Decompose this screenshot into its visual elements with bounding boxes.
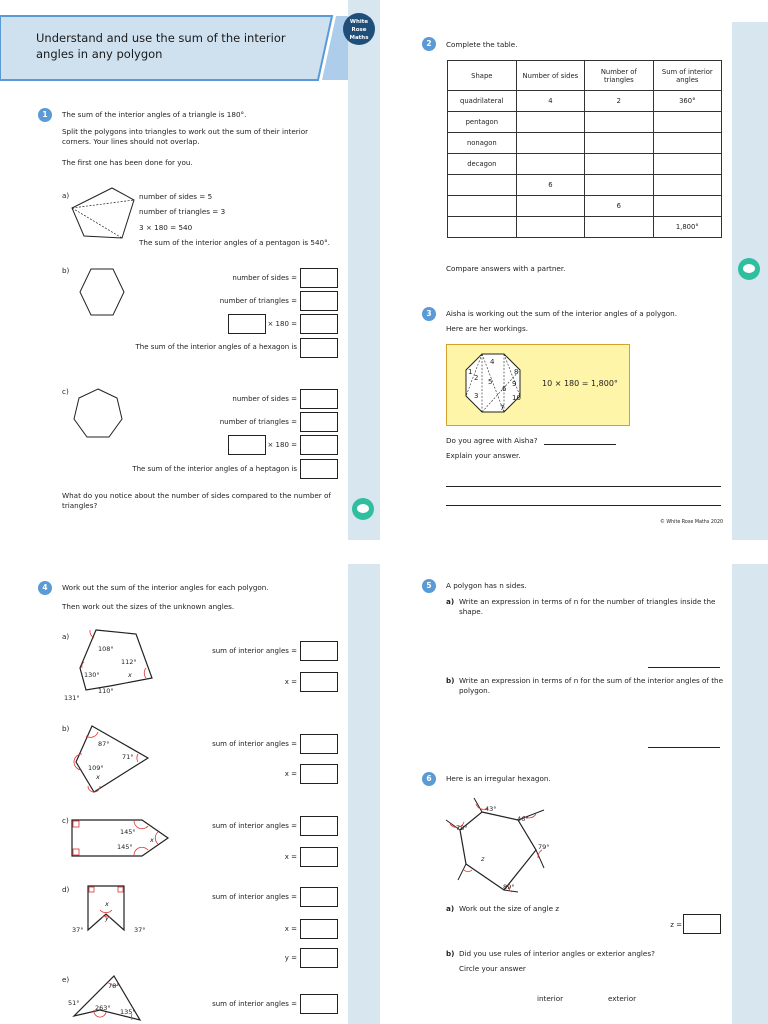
z-label: z = <box>670 921 682 929</box>
angle-label: 112° <box>121 658 137 666</box>
angle-label: 79° <box>538 843 550 851</box>
region-number: 6 <box>502 385 507 393</box>
angle-label: 37° <box>72 926 84 934</box>
q4c-sum-box[interactable] <box>300 816 338 836</box>
angle-label: 109° <box>88 764 104 772</box>
question-number-6: 6 <box>422 772 436 786</box>
q1c-multiplier-box[interactable] <box>228 435 266 455</box>
sum-label: sum of interior angles = <box>212 740 297 748</box>
q5a-answer-line[interactable] <box>648 667 720 668</box>
table-row <box>448 217 722 238</box>
q1a-sum: The sum of the interior angles of a pentagon is 540°. <box>139 238 330 247</box>
q5a-label: a) <box>446 597 455 606</box>
q1b-triangles-label: number of triangles = <box>219 297 297 305</box>
angle-label: 145° <box>120 828 136 836</box>
q1a-calc: 3 × 180 = 540 <box>139 223 193 232</box>
x-label: x = <box>284 770 297 778</box>
table-cell[interactable] <box>516 196 584 217</box>
table-cell[interactable] <box>585 154 653 175</box>
angle-label: 145° <box>117 843 133 851</box>
table-cell[interactable] <box>516 133 584 154</box>
x-label: x = <box>284 853 297 861</box>
q1b-multiplier-box[interactable] <box>228 314 266 334</box>
region-number: 5 <box>488 378 493 386</box>
table-cell[interactable] <box>585 133 653 154</box>
angle-label: 135° <box>120 1008 136 1016</box>
table-cell[interactable] <box>653 112 721 133</box>
angle-label: x <box>128 671 132 679</box>
angle-label: y <box>105 914 109 922</box>
table-cell: 2 <box>585 91 653 112</box>
option-exterior[interactable]: exterior <box>608 994 637 1003</box>
table-cell: decagon <box>448 154 517 175</box>
q1c-triangles-box[interactable] <box>300 412 338 432</box>
discussion-chat-icon <box>738 258 760 280</box>
angles-table <box>447 60 722 238</box>
q1b-times-label: × 180 = <box>267 320 297 328</box>
sum-label: sum of interior angles = <box>212 1000 297 1008</box>
q6-line-1: Here is an irregular hexagon. <box>446 774 551 783</box>
question-number-2: 2 <box>422 37 436 51</box>
q1c-times-label: × 180 = <box>267 441 297 449</box>
q5b-label: b) <box>446 676 455 685</box>
angle-label: 46° <box>517 815 529 823</box>
region-number: 9 <box>512 380 517 388</box>
q3-line-2: Here are her workings. <box>446 324 528 333</box>
table-cell: 4 <box>516 91 584 112</box>
table-cell[interactable] <box>516 217 584 238</box>
q1-intro-1: The sum of the interior angles of a triangle is 180°. <box>62 110 247 119</box>
q1b-sides-box[interactable] <box>300 268 338 288</box>
q5a-text: Write an expression in terms of n for the number of triangles inside the shape. <box>459 597 716 617</box>
q1c-sum-box[interactable] <box>300 459 338 479</box>
q1a-sides: number of sides = 5 <box>139 192 213 201</box>
table-cell: 1,800° <box>653 217 721 238</box>
angle-label: x <box>150 836 154 844</box>
question-number-4: 4 <box>38 581 52 595</box>
region-number: 7 <box>500 404 505 412</box>
q1c-label: c) <box>62 387 69 396</box>
table-header: Number of sides <box>516 61 584 91</box>
q4c-label: c) <box>62 816 69 825</box>
worksheet-page-4 <box>392 560 768 1024</box>
table-row <box>448 112 722 133</box>
aisha-workings-text: 10 × 180 = 1,800° <box>542 379 618 388</box>
q1b-sum-label: The sum of the interior angles of a hexagon is <box>135 343 297 351</box>
page-sidebar <box>732 564 768 1024</box>
table-cell[interactable] <box>585 112 653 133</box>
q4-line-2: Then work out the sizes of the unknown angles. <box>62 602 235 611</box>
q4b-sum-box[interactable] <box>300 734 338 754</box>
q1a-triangles: number of triangles = 3 <box>139 207 226 216</box>
q1c-sides-label: number of sides = <box>232 395 297 403</box>
table-cell[interactable] <box>653 154 721 175</box>
hexagon-diagram <box>78 268 126 318</box>
angle-label: 87° <box>98 740 110 748</box>
q3-explain-line-1[interactable] <box>446 486 721 487</box>
q4d-arrow-diagram <box>84 884 134 932</box>
q4e-sum-box[interactable] <box>300 994 338 1014</box>
table-cell[interactable] <box>585 175 653 196</box>
q4b-quadrilateral-diagram <box>72 724 152 794</box>
q1c-sides-box[interactable] <box>300 389 338 409</box>
q5-line-1: A polygon has n sides. <box>446 581 527 590</box>
sum-label: sum of interior angles = <box>212 822 297 830</box>
angle-label: 263° <box>95 1004 111 1012</box>
angle-label: 130° <box>84 671 100 679</box>
angle-label: 37° <box>134 926 146 934</box>
table-cell: pentagon <box>448 112 517 133</box>
q2-compare: Compare answers with a partner. <box>446 264 566 273</box>
q1b-triangles-box[interactable] <box>300 291 338 311</box>
table-header: Sum of interior angles <box>653 61 721 91</box>
table-row <box>448 91 722 112</box>
q1a-label: a) <box>62 191 70 200</box>
q4b-label: b) <box>62 724 70 733</box>
y-label: y = <box>284 954 297 962</box>
angle-label: 110° <box>98 687 114 695</box>
question-number-5: 5 <box>422 579 436 593</box>
angle-label: x <box>96 773 100 781</box>
region-number: 10 <box>512 394 521 402</box>
region-number: 3 <box>474 392 479 400</box>
angle-label: 71° <box>122 753 134 761</box>
angle-label: 78° <box>456 824 468 832</box>
table-header: Shape <box>448 61 517 91</box>
worksheet-page-3 <box>0 560 380 1024</box>
region-number: 1 <box>468 368 473 376</box>
table-cell[interactable] <box>653 133 721 154</box>
angle-label: z <box>481 855 485 863</box>
sum-label: sum of interior angles = <box>212 647 297 655</box>
worksheet-page-1 <box>0 0 380 540</box>
q3-agree-answer-line[interactable] <box>544 444 616 445</box>
angle-label: 89° <box>503 883 515 891</box>
x-label: x = <box>284 678 297 686</box>
question-number-3: 3 <box>422 307 436 321</box>
sum-label: sum of interior angles = <box>212 893 297 901</box>
table-row <box>448 154 722 175</box>
q4a-label: a) <box>62 632 70 641</box>
q3-explain-line-2[interactable] <box>446 505 721 506</box>
q6a-label: a) <box>446 904 455 913</box>
q3-agree: Do you agree with Aisha? <box>446 436 538 445</box>
angle-label: 78° <box>108 982 120 990</box>
q6b-label: b) <box>446 949 455 958</box>
q1b-label: b) <box>62 266 70 275</box>
q1b-product-box[interactable] <box>300 314 338 334</box>
table-cell[interactable] <box>448 175 517 196</box>
table-cell[interactable] <box>516 112 584 133</box>
q4c-x-box[interactable] <box>300 847 338 867</box>
question-number-1: 1 <box>38 108 52 122</box>
discussion-chat-icon <box>352 498 374 520</box>
table-cell[interactable] <box>653 175 721 196</box>
page-sidebar <box>732 22 768 540</box>
table-cell[interactable] <box>653 196 721 217</box>
q2-prompt: Complete the table. <box>446 40 518 49</box>
q1c-triangles-label: number of triangles = <box>219 418 297 426</box>
page-title: Understand and use the sum of the interior angles in any polygon <box>36 31 286 61</box>
q1-intro-2: Split the polygons into triangles to work out the sum of their interior corners. Your lines should not overlap. <box>62 127 309 147</box>
q4c-pentagon-diagram <box>70 816 172 862</box>
q4d-label: d) <box>62 885 70 894</box>
table-row <box>448 196 722 217</box>
q5b-text: Write an expression in terms of n for the sum of the interior angles of the polygon. <box>459 676 724 696</box>
pentagon-diagram <box>70 186 138 248</box>
table-cell: 6 <box>516 175 584 196</box>
q1c-sum-label: The sum of the interior angles of a heptagon is <box>132 465 297 473</box>
q4d-sum-box[interactable] <box>300 887 338 907</box>
q4d-x-box[interactable] <box>300 919 338 939</box>
q1b-sum-box[interactable] <box>300 338 338 358</box>
region-number: 2 <box>474 374 479 382</box>
q1b-sides-label: number of sides = <box>232 274 297 282</box>
q1c-product-box[interactable] <box>300 435 338 455</box>
angle-label: 108° <box>98 645 114 653</box>
worksheet-page-2 <box>392 0 768 540</box>
white-rose-logo: White Rose Maths <box>343 13 375 45</box>
q6a-text: Work out the size of angle z <box>459 904 560 913</box>
angle-label: 131° <box>64 694 80 702</box>
q3-line-1: Aisha is working out the sum of the interior angles of a polygon. <box>446 309 678 318</box>
table-cell: nonagon <box>448 133 517 154</box>
table-row <box>448 175 722 196</box>
table-cell: 360° <box>653 91 721 112</box>
q4a-x-box[interactable] <box>300 672 338 692</box>
q3-explain: Explain your answer. <box>446 451 521 460</box>
heptagon-diagram <box>72 388 124 440</box>
q4e-label: e) <box>62 975 70 984</box>
q4-line-1: Work out the sum of the interior angles for each polygon. <box>62 583 269 592</box>
q4b-x-box[interactable] <box>300 764 338 784</box>
angle-label: 51° <box>68 999 80 1007</box>
q6b-text-2: Circle your answer <box>459 964 526 973</box>
q4d-y-box[interactable] <box>300 948 338 968</box>
table-header: Number of triangles <box>585 61 653 91</box>
q4a-sum-box[interactable] <box>300 641 338 661</box>
q1-intro-3: The first one has been done for you. <box>62 158 193 167</box>
x-label: x = <box>284 925 297 933</box>
table-cell[interactable] <box>516 154 584 175</box>
option-interior[interactable]: interior <box>537 994 564 1003</box>
table-row <box>448 133 722 154</box>
copyright: © White Rose Maths 2020 <box>660 520 724 525</box>
table-cell: 6 <box>585 196 653 217</box>
region-number: 8 <box>514 368 519 376</box>
q5b-answer-line[interactable] <box>648 747 720 748</box>
table-cell: quadrilateral <box>448 91 517 112</box>
q6b-text: Did you use rules of interior angles or exterior angles? <box>459 949 655 958</box>
q1-notice: What do you notice about the number of sides compared to the number of triangles? <box>62 491 331 511</box>
table-cell[interactable] <box>448 217 517 238</box>
table-cell[interactable] <box>448 196 517 217</box>
region-number: 4 <box>490 358 495 366</box>
table-cell[interactable] <box>585 217 653 238</box>
page-sidebar <box>348 564 380 1024</box>
angle-label: x <box>105 900 109 908</box>
angle-label: 43° <box>485 805 497 813</box>
q6a-z-box[interactable] <box>683 914 721 934</box>
